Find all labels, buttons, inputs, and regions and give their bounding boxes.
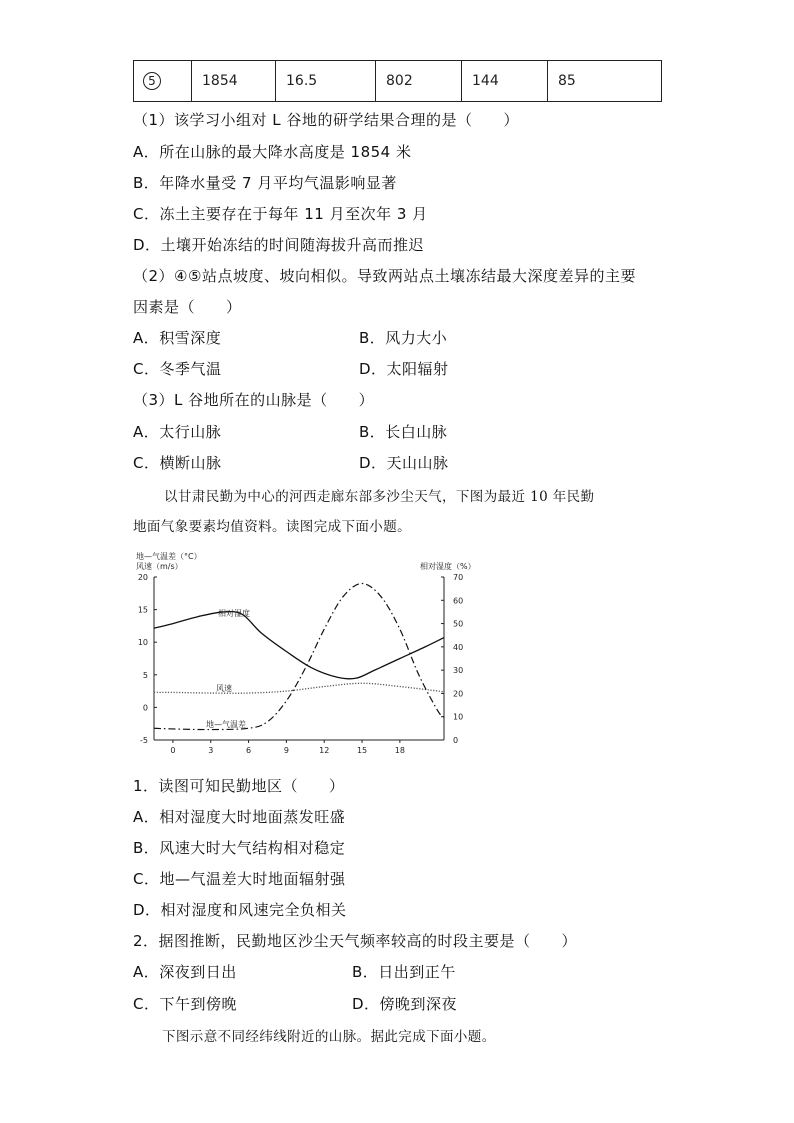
right-tick-label: 30 [453, 666, 464, 676]
q2-option-c: C．冬季气温 [133, 360, 222, 378]
x-tick-label: 3 [208, 746, 214, 755]
series-label-2: 风速 [216, 684, 232, 693]
mq2-option-a: A．深夜到日出 [133, 963, 237, 981]
mq1-option-a: A．相对湿度大时地面蒸发旺盛 [133, 808, 346, 826]
table-row [134, 61, 662, 102]
footer-text: 下图示意不同经纬线附近的山脉。据此完成下面小题。 [162, 1029, 496, 1045]
q3-option-d: D．天山山脉 [359, 454, 449, 472]
data-table [133, 60, 662, 102]
q2-stem-line1: （2）④⑤站点坡度、坡向相似。导致两站点土壤冻结最大深度差异的主要 [133, 267, 636, 285]
right-tick-label: 10 [453, 712, 464, 722]
q2-option-d: D．太阳辐射 [359, 360, 449, 378]
right-tick-label: 40 [453, 642, 464, 652]
q3-option-c: C．横断山脉 [133, 454, 222, 472]
mq2-option-d: D．傍晚到深夜 [352, 995, 458, 1013]
left-axis-label-2: 风速（m/s） [136, 562, 183, 571]
q3-stem: （3）L 谷地所在的山脉是（ ） [133, 391, 375, 409]
q1-option-b: B．年降水量受 7 月平均气温影响显著 [133, 174, 397, 192]
mq2-option-b: B．日出到正午 [352, 963, 456, 981]
x-tick-label: 9 [283, 746, 289, 755]
x-tick-label: 6 [246, 746, 252, 755]
x-tick-label: 18 [394, 746, 405, 755]
q3-option-b: B．长白山脉 [359, 423, 448, 441]
q2-option-b: B．风力大小 [359, 329, 448, 347]
left-tick-label: 20 [137, 573, 148, 582]
table-cell: 144 [462, 61, 548, 102]
right-tick-label: 50 [453, 619, 464, 629]
q3-option-a: A．太行山脉 [133, 423, 222, 441]
right-tick-label: 60 [453, 596, 464, 606]
mq2-option-c: C．下午到傍晚 [133, 995, 237, 1013]
mq1-stem: 1．读图可知民勤地区（ ） [133, 777, 345, 795]
x-tick-label: 0 [170, 746, 176, 755]
table-cell: 85 [548, 61, 662, 102]
table-cell: 1854 [192, 61, 276, 102]
q1-option-d: D．土壤开始冻结的时间随海拔升高而推迟 [133, 236, 425, 254]
q2-stem-line2: 因素是（ ） [133, 298, 242, 316]
table-cell: 16.5 [276, 61, 376, 102]
series-line-1 [154, 612, 444, 679]
series-line-3 [154, 584, 444, 730]
left-axis-label-1: 地—气温差（°C） [136, 552, 202, 561]
left-tick-label: 15 [137, 605, 148, 615]
series-label-3: 地—气温差 [206, 720, 246, 729]
q1-stem: （1）该学习小组对 L 谷地的研学结果合理的是（ ） [133, 111, 519, 129]
right-axis-label: 相对湿度（%） [420, 562, 476, 571]
left-tick-label: 10 [137, 638, 148, 648]
left-tick-label: 0 [142, 703, 148, 713]
mq1-option-c: C．地—气温差大时地面辐射强 [133, 870, 346, 888]
x-tick-label: 15 [356, 746, 368, 755]
station-number: 5 [143, 72, 161, 90]
series-line-2 [154, 683, 444, 693]
q1-option-a: A．所在山脉的最大降水高度是 1854 米 [133, 143, 412, 161]
table-cell-station [134, 61, 192, 102]
right-tick-label: 20 [453, 689, 464, 699]
series-label-1: 相对湿度 [218, 609, 250, 618]
mq1-option-d: D．相对湿度和风速完全负相关 [133, 901, 347, 919]
q1-option-c: C．冻土主要存在于每年 11 月至次年 3 月 [133, 205, 428, 223]
intro-line-2: 地面气象要素均值资料。读图完成下面小题。 [133, 519, 411, 535]
left-tick-label: 5 [142, 670, 148, 680]
intro-line-1: 以甘肃民勤为中心的河西走廊东部多沙尘天气，下图为最近 10 年民勤 [164, 489, 595, 505]
mq1-option-b: B．风速大时大气结构相对稳定 [133, 839, 346, 857]
meteorology-chart [130, 550, 476, 760]
table-cell: 802 [376, 61, 462, 102]
q2-option-a: A．积雪深度 [133, 329, 222, 347]
left-tick-label: -5 [140, 736, 148, 745]
mq2-stem: 2．据图推断，民勤地区沙尘天气频率较高的时段主要是（ ） [133, 932, 578, 950]
right-tick-label: 70 [453, 573, 464, 582]
x-tick-label: 12 [319, 746, 330, 755]
right-tick-label: 0 [453, 736, 459, 745]
